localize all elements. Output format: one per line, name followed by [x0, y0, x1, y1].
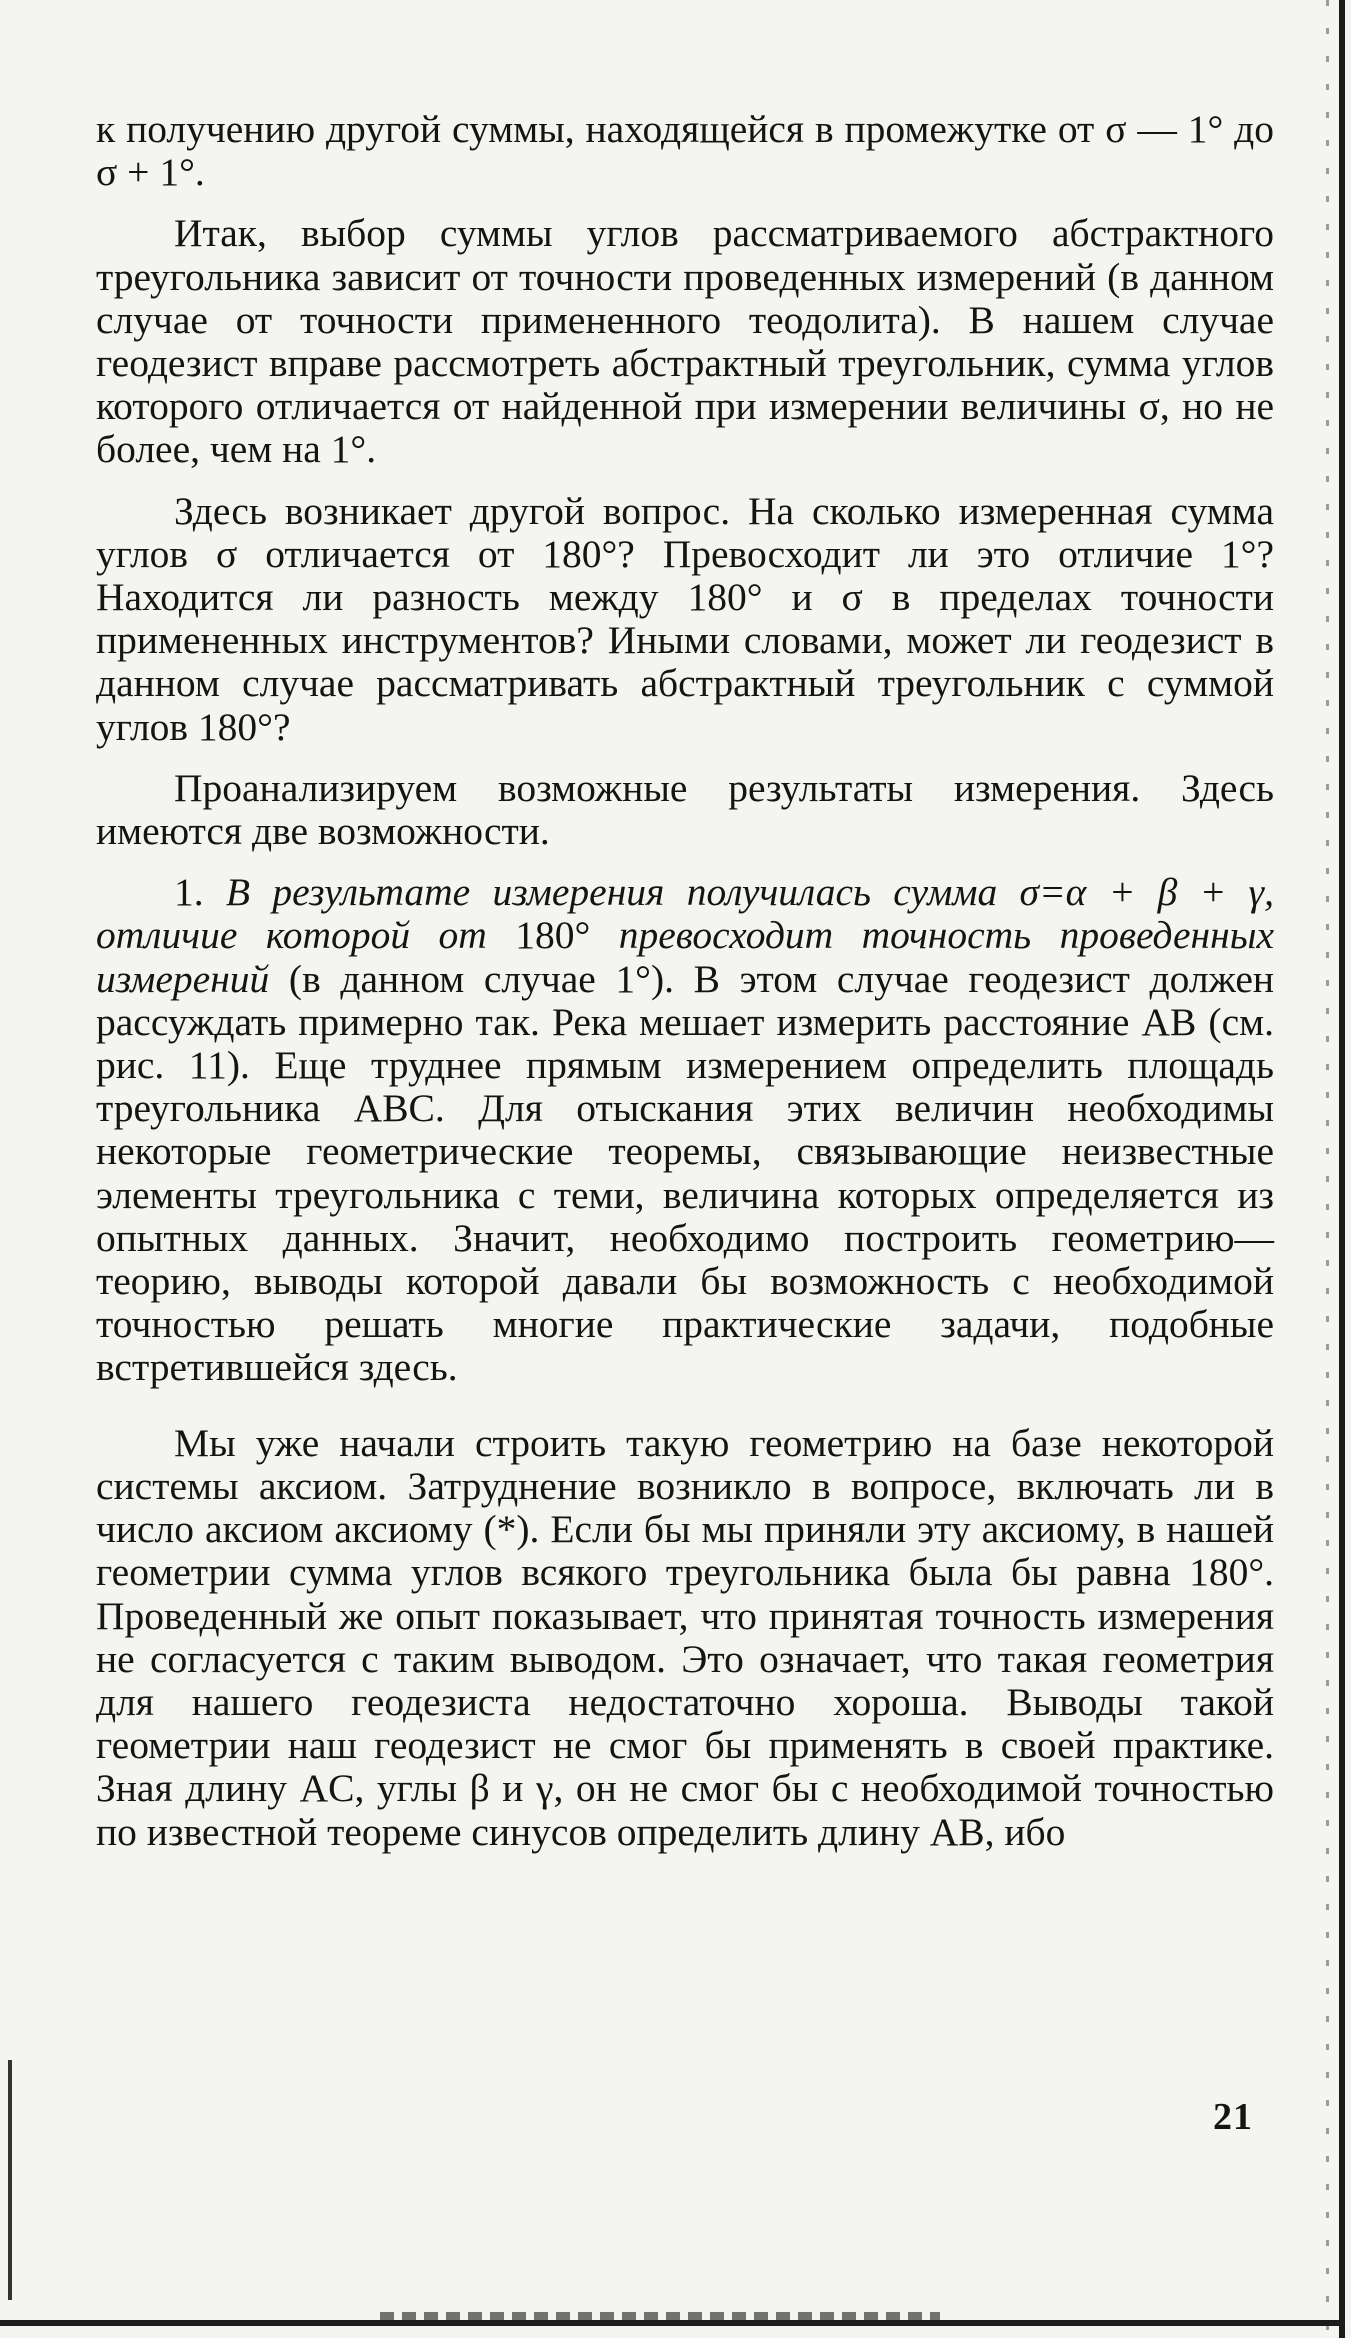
book-page-text: [96, 108, 1274, 1854]
case-plain-mid: 180°: [515, 913, 591, 958]
paragraph-axioms: Мы уже начали строить такую геометрию на базе некоторой системы аксиом. Затруднение возникло в вопросе, включать ли в число аксиом аксиому (*). Если бы мы приняли эту аксиому, в нашей геометрии сумма углов всякого треугольника была бы равна 180°. Проведенный же опыт показывает, что принятая точность измерения не согласуется с таким выводом. Это означает, что такая геометрия для нашего геодезиста недостаточно хороша. Выводы такой геометрии наш геодезист не смог бы применять в своей практике. Зная длину AC, углы β и γ, он не смог бы с необходимой точностью по известной теореме синусов определить длину AB, ибо: [96, 1420, 1274, 1854]
case-italic-lead: В результате измерения получилась сумма σ=α + β + γ, отличие которой от: [96, 870, 1274, 958]
scan-edge-noise: [1326, 0, 1329, 2338]
scan-edge-right: [1339, 0, 1345, 2338]
paragraph-abstract-triangle: Итак, выбор суммы углов рассматриваемого абстрактного треугольника зависит от точности проведенных измерений (в данном случае от точности примененного теодолита). В нашем случае геодезист вправе рассмотреть абстрактный треугольник, сумма углов которого отличается от найденной при измерении величины σ, но не более, чем на 1°.: [96, 211, 1274, 472]
paragraph-question: Здесь возникает другой вопрос. На сколько измеренная сумма углов σ отличается от 180°? Превосходит ли это отличие 1°? Находится ли разность между 180° и σ в пределах точности примененных инструментов? Иными словами, может ли геодезист в данном случае рассматривать абстрактный треугольник с суммой углов 180°?: [96, 488, 1274, 749]
paragraph-case-one: [96, 871, 1274, 1389]
paragraph-continuation: к получению другой суммы, находящейся в промежутке от σ — 1° до σ + 1°.: [96, 107, 1274, 195]
case-italic-mid: превосходит точность проведенных измерений: [96, 913, 1274, 1001]
page-number: 21: [1213, 2096, 1253, 2138]
case-number: 1.: [174, 870, 204, 915]
scan-edge-bottom: [0, 2320, 1345, 2326]
scan-edge-bottom-noise: [380, 2312, 940, 2320]
case-text-rest: (в данном случае 1°). В этом случае геодезист должен рассуждать примерно так. Река мешает измерить расстояние AB (см. рис. 11). Еще труднее прямым измерением определить площадь треугольника ABC. Для отыскания этих величин необходимы некоторые геометрические теоремы, связывающие неизвестные элементы треугольника с теми, величина которых определяется из опытных данных. Значит, необходимо построить геометрию—теорию, выводы которой давали бы возможность с необходимой точностью решать многие практические задачи, подобные встретившейся здесь.: [96, 956, 1274, 1390]
scan-edge-left: [8, 2060, 12, 2300]
paragraph-analysis: Проанализируем возможные результаты измерения. Здесь имеются две возможности.: [96, 765, 1274, 854]
